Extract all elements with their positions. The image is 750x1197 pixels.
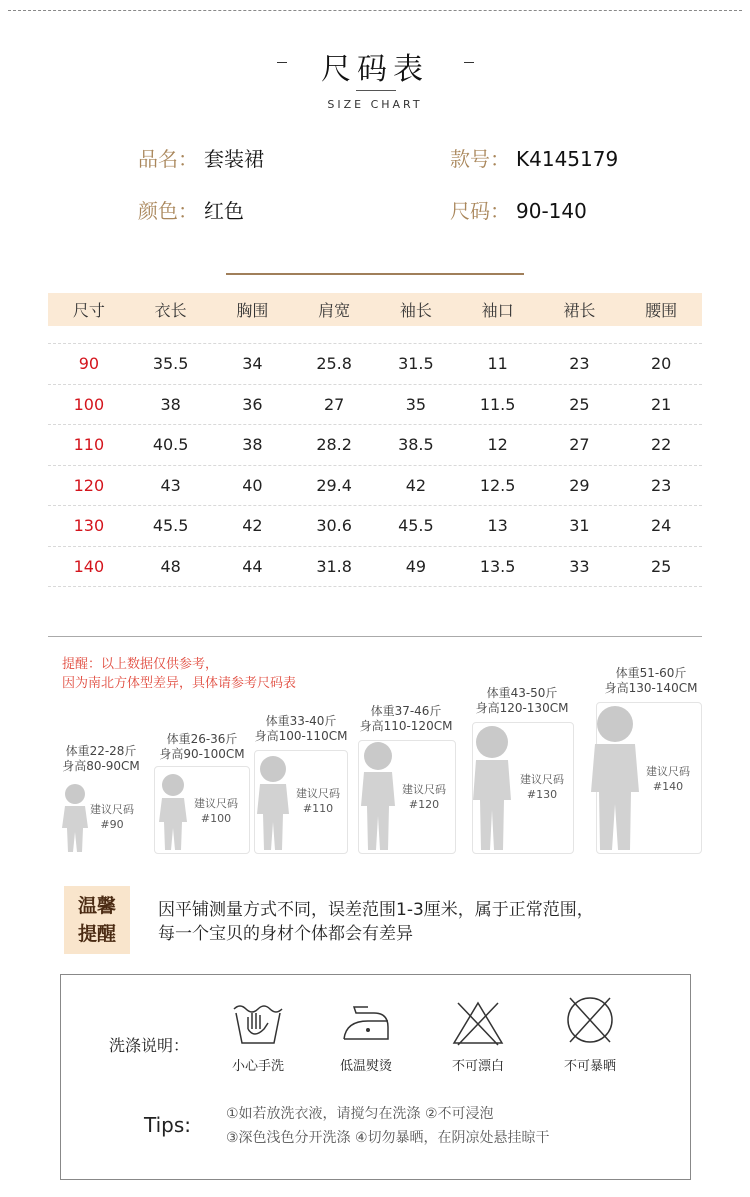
table-cell: 33 <box>569 556 590 576</box>
table-cell: 21 <box>650 394 672 414</box>
table-cell: 11.5 <box>479 394 516 414</box>
table-cell: 29 <box>569 475 590 495</box>
style-number-value: K4145179 <box>516 147 619 171</box>
table-cell: 43 <box>160 475 181 495</box>
table-cell: 34 <box>242 354 263 374</box>
no-sun-dry-icon <box>562 993 618 1047</box>
note-line-1: 提醒：以上数据仅供参考， <box>62 657 219 672</box>
product-name-label: 品名： <box>138 147 198 171</box>
care-item-label: 小心手洗 <box>231 1059 284 1074</box>
care-item-label: 低温熨烫 <box>339 1059 392 1074</box>
care-item-low-iron <box>321 999 411 1074</box>
header-cell-shoulder: 肩宽 <box>318 301 351 320</box>
kid-weight: 体重43-50斤 <box>486 686 558 700</box>
child-silhouette-icon <box>590 704 640 852</box>
table-cell: 90 <box>78 354 100 374</box>
table-cell: 38 <box>160 394 181 414</box>
table-cell: 25.8 <box>316 354 352 374</box>
header-cell-cuff: 袖口 <box>481 301 514 320</box>
hand-wash-icon <box>230 999 286 1047</box>
table-cell: 45.5 <box>398 516 434 536</box>
size-range-label: 尺码： <box>450 199 510 223</box>
page-title: 尺码表 <box>321 52 429 87</box>
table-cell: 13 <box>487 516 508 536</box>
tip-badge <box>64 886 130 954</box>
table-row <box>48 344 702 385</box>
size-guide-kid-120 <box>354 704 458 856</box>
table-row <box>48 385 702 426</box>
table-cell: 27 <box>323 394 345 414</box>
table-cell: 24 <box>650 516 672 536</box>
care-label: 洗涤说明： <box>109 1036 190 1055</box>
table-cell: 20 <box>650 354 672 374</box>
table-row <box>48 466 702 507</box>
section-divider-2 <box>48 636 702 637</box>
title-right-dash <box>464 62 474 63</box>
kid-rec-size: #120 <box>408 798 440 811</box>
size-guide-kid-130 <box>468 686 576 856</box>
size-guide-kid-110 <box>252 714 350 856</box>
table-cell: 44 <box>242 556 263 576</box>
no-bleach-icon <box>450 999 506 1047</box>
table-row <box>48 547 702 588</box>
header-cell-sleeve: 袖长 <box>399 301 432 320</box>
table-cell: 23 <box>569 354 590 374</box>
section-divider <box>226 273 524 275</box>
table-cell: 31.5 <box>398 354 434 374</box>
low-iron-icon <box>338 999 394 1047</box>
kid-weight: 体重22-28斤 <box>65 744 137 758</box>
table-cell: 38 <box>242 435 263 455</box>
size-table <box>48 293 702 587</box>
size-range-value: 90-140 <box>516 199 587 223</box>
table-cell: 42 <box>405 475 427 495</box>
header-cell-skirt-length: 裙长 <box>563 301 596 320</box>
table-row <box>48 506 702 547</box>
table-cell: 31.8 <box>316 556 352 576</box>
kid-height: 身高110-120CM <box>359 719 453 733</box>
table-cell: 36 <box>242 394 263 414</box>
care-item-label: 不可暴晒 <box>563 1059 616 1074</box>
table-cell: 120 <box>73 475 105 495</box>
table-cell: 23 <box>650 475 672 495</box>
product-name-value: 套装裙 <box>204 147 264 171</box>
kid-weight: 体重26-36斤 <box>166 732 238 746</box>
table-cell: 35 <box>405 394 427 414</box>
kid-rec-label: 建议尺码 <box>646 765 690 778</box>
table-row <box>48 425 702 466</box>
child-silhouette-icon <box>256 754 290 852</box>
kid-rec-size: #130 <box>526 788 558 801</box>
title-left-dash <box>277 62 287 63</box>
color-row <box>138 195 244 224</box>
table-cell: 11 <box>487 354 508 374</box>
kid-rec-label: 建议尺码 <box>90 803 134 816</box>
kid-rec-size: #140 <box>652 780 684 793</box>
header-cell-chest: 胸围 <box>236 301 269 320</box>
table-cell: 40 <box>242 475 263 495</box>
kid-rec-label: 建议尺码 <box>520 773 564 786</box>
table-cell: 45.5 <box>152 516 189 536</box>
tip-badge-line-2: 提醒 <box>77 923 116 945</box>
table-cell: 22 <box>650 435 672 455</box>
table-cell: 25 <box>650 556 672 576</box>
kid-rec-size: #100 <box>200 812 232 825</box>
care-item-no-sun-dry <box>545 993 635 1074</box>
size-range-row <box>450 195 587 224</box>
title-block <box>0 44 750 88</box>
kid-rec-label: 建议尺码 <box>402 783 446 796</box>
size-guide-kid-100 <box>154 732 250 856</box>
title-underline <box>356 90 396 91</box>
kid-rec-label: 建议尺码 <box>194 797 238 810</box>
style-number-row <box>450 143 618 172</box>
header-cell-length: 衣长 <box>154 301 187 320</box>
color-label: 颜色： <box>138 199 198 223</box>
tips-line-2: ③深色浅色分开洗涤 ④切勿暴晒，在阴凉处悬挂晾干 <box>226 1130 550 1146</box>
kid-weight: 体重37-46斤 <box>370 704 442 718</box>
table-cell: 31 <box>569 516 590 536</box>
table-cell: 40.5 <box>152 435 189 455</box>
kid-weight: 体重33-40斤 <box>265 714 337 728</box>
care-item-label: 不可漂白 <box>451 1059 504 1074</box>
child-silhouette-icon <box>360 740 396 852</box>
table-spacer <box>48 326 702 344</box>
kid-height: 身高80-90CM <box>62 759 140 773</box>
size-guide-kid-90 <box>56 744 146 856</box>
table-cell: 35.5 <box>152 354 189 374</box>
tips-label: Tips: <box>144 1113 192 1137</box>
product-name-row <box>138 143 264 172</box>
table-cell: 100 <box>73 394 105 414</box>
kid-height: 身高90-100CM <box>159 747 245 761</box>
kid-height: 身高130-140CM <box>604 681 698 695</box>
table-body <box>48 344 702 587</box>
table-cell: 13.5 <box>479 556 516 576</box>
table-cell: 29.4 <box>316 475 352 495</box>
child-silhouette-icon <box>472 724 512 852</box>
table-cell: 130 <box>73 516 105 536</box>
kid-rec-size: #90 <box>100 818 124 831</box>
tips-line-1: ①如若放洗衣液，请搅匀在洗涤 ②不可浸泡 <box>226 1106 494 1122</box>
size-guide-kid-140 <box>596 666 706 856</box>
header-cell-size: 尺寸 <box>72 301 105 320</box>
kid-height: 身高100-110CM <box>254 729 348 743</box>
care-item-no-bleach <box>433 999 523 1074</box>
top-dashed-divider <box>8 10 742 11</box>
style-number-label: 款号： <box>450 147 510 171</box>
tip-line-1: 因平铺测量方式不同，误差范围1-3厘米，属于正常范围， <box>158 900 594 920</box>
table-cell: 25 <box>569 394 590 414</box>
note-line-2: 因为南北方体型差异，具体请参考尺码表 <box>62 676 297 691</box>
header-cell-waist: 腰围 <box>645 301 678 320</box>
kid-height: 身高120-130CM <box>475 701 569 715</box>
color-value: 红色 <box>204 199 244 223</box>
table-cell: 42 <box>242 516 263 536</box>
table-cell: 12.5 <box>479 475 516 495</box>
tip-badge-line-1: 温馨 <box>77 895 116 917</box>
table-cell: 140 <box>73 556 105 576</box>
tip-line-2: 每一个宝贝的身材个体都会有差异 <box>158 924 413 944</box>
table-cell: 49 <box>405 556 427 576</box>
kid-weight: 体重51-60斤 <box>615 666 687 680</box>
table-header <box>48 293 702 326</box>
kid-rec-size: #110 <box>302 802 334 815</box>
kid-rec-label: 建议尺码 <box>296 787 340 800</box>
care-item-hand-wash <box>213 999 303 1074</box>
table-cell: 28.2 <box>316 435 352 455</box>
tip-text <box>158 898 594 946</box>
table-cell: 48 <box>160 556 181 576</box>
table-cell: 38.5 <box>398 435 434 455</box>
table-cell: 30.6 <box>316 516 352 536</box>
reference-note <box>62 655 296 693</box>
page-subtitle: SIZE CHART <box>327 98 423 111</box>
table-cell: 27 <box>569 435 590 455</box>
table-cell: 12 <box>487 435 508 455</box>
table-cell: 110 <box>73 435 105 455</box>
care-instructions-box <box>60 974 691 1180</box>
